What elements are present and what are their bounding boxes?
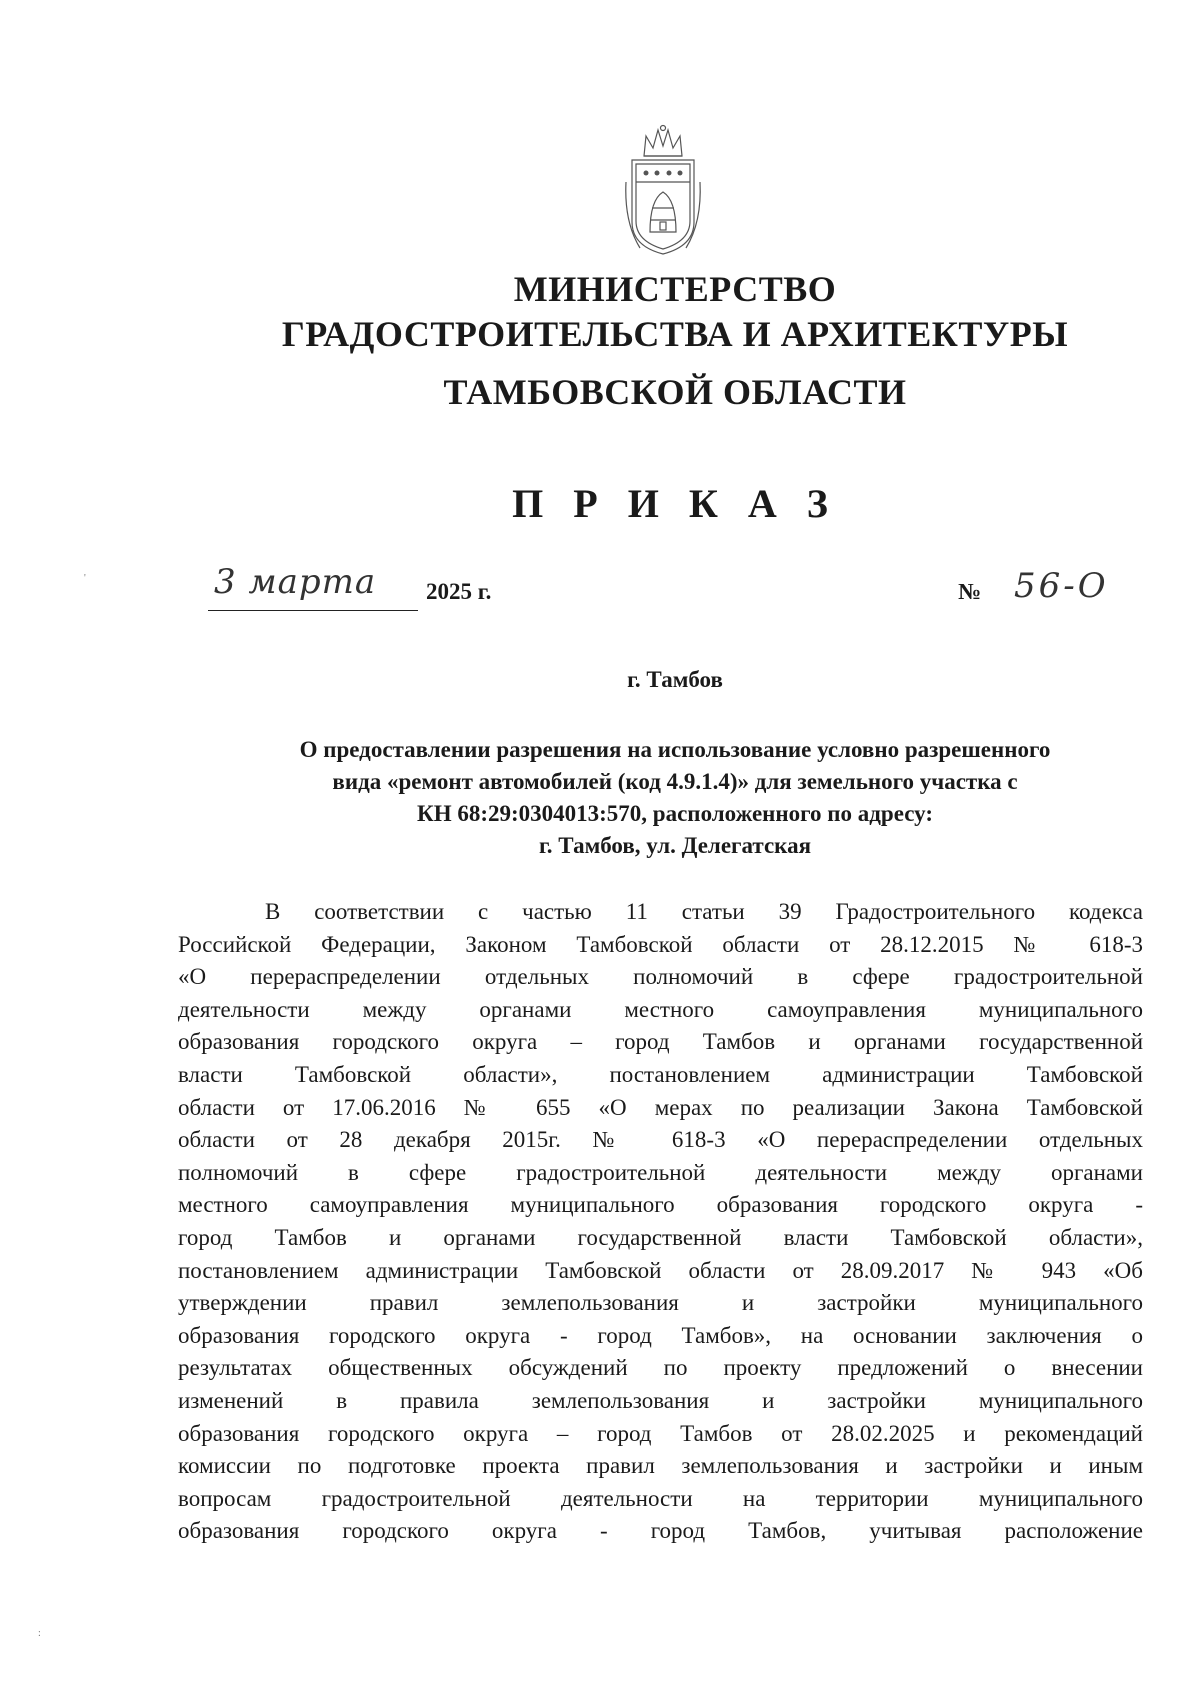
body-line: деятельности между органами местного самоуправления муниципального: [178, 996, 1143, 1022]
handwritten-number: 56-О: [1014, 566, 1109, 606]
scan-speck: ': [84, 573, 86, 584]
body-line: образования городского округа – город Тамбов и органами государственной: [178, 1029, 1143, 1055]
order-year: 2025 г.: [426, 579, 492, 604]
ministry-title-line-2: ГРАДОСТРОИТЕЛЬСТВА И АРХИТЕКТУРЫ: [281, 314, 1069, 354]
scan-speck: :: [38, 1628, 41, 1639]
city-line: г. Тамбов: [627, 667, 723, 692]
ministry-title-line-3: ТАМБОВСКОЙ ОБЛАСТИ: [443, 372, 907, 412]
order-number: [958, 566, 1138, 610]
subject-line: вида «ремонт автомобилей (код 4.9.1.4)» для земельного участка с: [332, 769, 1018, 794]
body-line: Российской Федерации, Законом Тамбовской области от 28.12.2015 № 618-3: [178, 931, 1143, 957]
body-line: местного самоуправления муниципального образования городского округа -: [178, 1192, 1143, 1218]
body-line: образования городского округа - город Тамбов, учитывая расположение: [178, 1518, 1143, 1544]
body-line: утверждении правил землепользования и застройки муниципального: [178, 1290, 1143, 1316]
body-paragraph: [178, 896, 1143, 1548]
body-line: вопросам градостроительной деятельности на территории муниципального: [178, 1485, 1143, 1511]
subject-line: г. Тамбов, ул. Делегатская: [538, 833, 812, 858]
body-line: образования городского округа – город Тамбов от 28.02.2025 и рекомендаций: [178, 1420, 1143, 1446]
body-line: области от 28 декабря 2015г. № 618-3 «О перераспределении отдельных: [178, 1127, 1143, 1153]
number-sign: №: [958, 579, 982, 604]
body-line: город Тамбов и органами государственной власти Тамбовской области»,: [178, 1224, 1143, 1250]
subject-line: О предоставлении разрешения на использование условно разрешенного: [299, 737, 1051, 762]
order-date: [208, 562, 526, 610]
body-line: «О перераспределении отдельных полномочий в сфере градостроительной: [178, 964, 1143, 990]
handwritten-date-text: 3 марта: [214, 562, 377, 602]
document-type-heading: П Р И К А З: [512, 481, 838, 526]
subject-line: КН 68:29:0304013:570, расположенного по адресу:: [417, 801, 933, 826]
handwritten-date: [208, 562, 418, 611]
ministry-title-line-1: МИНИСТЕРСТВО: [513, 269, 837, 309]
order-subject: [160, 734, 1190, 862]
body-line: образования городского округа - город Тамбов», на основании заключения о: [178, 1322, 1143, 1348]
body-line: полномочий в сфере градостроительной деятельности между органами: [178, 1159, 1143, 1185]
body-line: области от 17.06.2016 № 655 «О мерах по реализации Закона Тамбовской: [178, 1094, 1143, 1120]
body-line: изменений в правила землепользования и застройки муниципального: [178, 1387, 1143, 1413]
body-line: В соответствии с частью 11 статьи 39 Градостроительного кодекса: [265, 899, 1143, 924]
body-line: власти Тамбовской области», постановлением администрации Тамбовской: [178, 1061, 1143, 1087]
body-line: комиссии по подготовке проекта правил землепользования и застройки и иным: [178, 1453, 1143, 1479]
coat-of-arms-emblem: [620, 122, 706, 260]
body-line: результатах общественных обсуждений по проекту предложений о внесении: [178, 1355, 1143, 1381]
body-line: постановлением администрации Тамбовской области от 28.09.2017 № 943 «Об: [178, 1257, 1143, 1283]
